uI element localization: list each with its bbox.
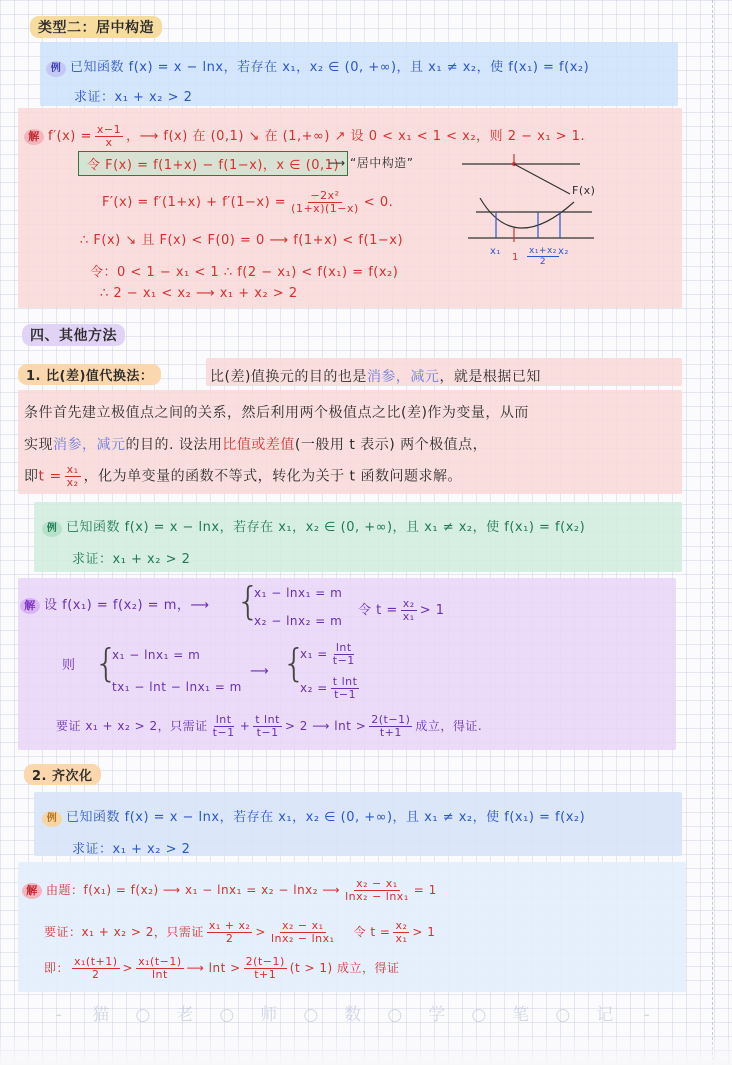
construct-note: ⟶ “居中构造” [328,156,414,170]
example1-line2: 求证：x₁ + x₂ > 2 [74,90,193,105]
derivative-fraction: $\frac{x-1}{x}$ [96,123,122,149]
page-margin-line [712,0,713,1065]
sol1-line4: ∴ F(x) ↘ 且 F(x) < F(0) = 0 ⟶ f(1+x) < f(1−x) [80,233,404,248]
graph-x2-label: x₂ [558,246,569,257]
example3-line1: 例 已知函数 f(x) = x − lnx，若存在 x₁，x₂ ∈ (0, +∞)，且 x₁ ≠ x₂，使 f(x₁) = f(x₂) [42,806,585,827]
system1-brace: { [236,579,261,623]
sub1-heading: 1. 比(差)值代换法： [18,364,161,385]
sol3-line2: 要证：x₁ + x₂ > 2，只需证 $\frac{\text{x₁ + x₂}}{2}$ > $\frac{\text{x₂ − x₁}}{\text{lnx₂ − lnx₁}}$ 令 t = $\frac{\text{x₂}}{\text{x₁}}$ > 1 [44,919,436,945]
system1-eq2: x₂ − lnx₂ = m [254,614,343,628]
example3-line2: 求证：x₁ + x₂ > 2 [72,842,191,857]
section4-heading: 四、其他方法 [22,324,125,346]
para-line1: 比(差)值换元的目的也是消参，减元，就是根据已知 [210,369,541,385]
sol1-line5: 令：0 < 1 − x₁ < 1 ∴ f(2 − x₁) < f(x₁) = f(x₂) [90,265,399,280]
graph-mid-label: $\frac{\text{x₁+x₂}}{2}$ [529,246,557,267]
sol2-line1: 解 设 f(x₁) = f(x₂) = m，⟶ [20,594,210,614]
example2-line1: 例 已知函数 f(x) = x − lnx，若存在 x₁，x₂ ∈ (0, +∞)，且 x₁ ≠ x₂，使 f(x₁) = f(x₂) [42,516,585,537]
para-line3: 实现消参，减元的目的. 设法用比值或差值(一般用 t 表示) 两个极值点， [24,437,488,453]
system2-brace: { [94,641,119,685]
para-line2: 条件首先建立极值点之间的关系，然后利用两个极值点之比(差)作为变量，从而 [24,405,529,421]
sub2-heading: 2. 齐次化 [24,764,101,785]
system2-eq1: x₁ − lnx₁ = m [112,648,201,662]
system3-brace: { [282,641,307,685]
graph-Fx-label: F(x) [572,184,596,197]
Fprime-fraction: $\frac{\text{−2x²}}{(1+x)(1-x)}$ [291,189,359,215]
watermark: - 猫 ○ 老 ○ 师 ○ 数 ○ 学 ○ 笔 ○ 记 - [55,1005,651,1025]
solution-bubble: 解 [24,129,44,145]
sol3-line1: 解 由题：f(x₁) = f(x₂) ⟶ x₁ − lnx₁ = x₂ − lnx₂ ⟶ $\frac{\text{x₂ − x₁}}{\text{lnx₂ − lnx₁}}$ = 1 [22,878,437,903]
example2-line2: 求证：x₁ + x₂ > 2 [72,552,191,567]
prove-line: 要证 x₁ + x₂ > 2，只需证 $\frac{\ln t}{t-1}$ + $\frac{\text{t lnt}}{t-1}$ > 2 ⟶ lnt > $\frac{2(t-1)}{t+1}$ 成立，得证. [56,713,483,739]
system3-eq1: x₁ = $\frac{\ln t}{t-1}$ [300,641,355,667]
graph-decreasing-line [514,164,570,194]
sol1-line6: ∴ 2 − x₁ < x₂ ⟶ x₁ + x₂ > 2 [100,286,298,301]
type2-heading: 类型二：居中构造 [30,16,162,38]
then-label: 则 [62,658,76,673]
let-t: 令 t = $\frac{\text{x₂}}{\text{x₁}}$ > 1 [358,597,445,623]
bottom-fade [0,1032,732,1065]
graph-1-label: 1 [512,252,519,263]
para-line4: 即t = $\frac{\text{x₁}}{\text{x₂}}$ ，化为单变量的函数不等式，转化为关于 t 函数问题求解。 [24,463,462,489]
system3-eq2: x₂ = $\frac{\text{t lnt}}{t-1}$ [300,675,358,701]
keyword-ratio: 比值或差值 [222,437,295,453]
sol3-line3: 即： $\frac{\text{x₁(t+1)}}{2}$ > $\frac{\text{x₁(t−1)}}{\ln t}$ ⟶ lnt > $\frac{2(t-1)}{t+1}$ (t > 1) 成立，得证 [44,955,400,981]
monotonic-text: ，⟶ f(x) 在 (0,1) ↘ 在 (1,+∞) ↗ 设 0 < x₁ < 1 < x₂，则 2 − x₁ > 1. [126,129,586,144]
system1-eq1: x₁ − lnx₁ = m [254,586,343,600]
system-arrow: ⟶ [250,664,270,679]
construct-boxed: 令 F(x) = f(1+x) − f(1−x)，x ∈ (0,1) [78,151,348,176]
sol1-line3: F′(x) = f′(1+x) + f′(1−x) = $\frac{\text{−2x²}}{(1+x)(1-x)}$ < 0. [102,189,394,215]
derivative-text: f′(x) = [48,129,92,144]
system2-eq2: tx₁ − lnt − lnx₁ = m [112,680,242,694]
example1-line1 [46,56,589,77]
example1-statement: 已知函数 f(x) = x − lnx，若存在 x₁，x₂ ∈ (0, +∞)，且 x₁ ≠ x₂，使 f(x₁) = f(x₂) [70,60,590,75]
graph-x1-label: x₁ [490,246,501,257]
example-bubble: 例 [46,61,66,77]
keyword-reduce: 消参，减元 [366,369,440,385]
